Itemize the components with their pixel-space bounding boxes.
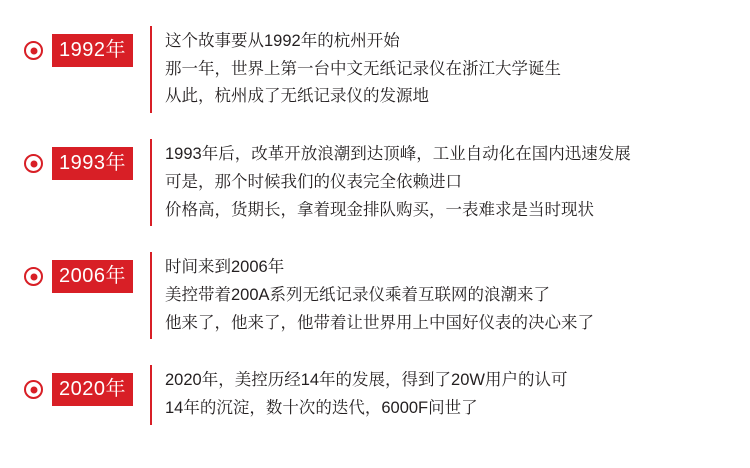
- timeline-text-block: [150, 139, 750, 226]
- timeline-year-group: [0, 252, 150, 293]
- timeline-text-line: 他来了，他来了，他带着让世界用上中国好仪表的决心来了: [165, 313, 594, 332]
- timeline-text-line: 可是，那个时候我们的仪表完全依赖进口: [165, 172, 462, 191]
- year-badge: 1992年: [52, 34, 133, 67]
- year-badge: 2020年: [52, 373, 133, 406]
- timeline-entry: [0, 139, 750, 226]
- year-badge: 1993年: [52, 147, 133, 180]
- timeline-year-group: [0, 365, 150, 406]
- timeline-text-line: 2020年，美控历经14年的发展，得到了20W用户的认可: [165, 371, 568, 390]
- timeline-year-group: [0, 26, 150, 67]
- year-badge: 2006年: [52, 260, 133, 293]
- timeline-entry: [0, 252, 750, 339]
- timeline-text-line: 时间来到2006年: [165, 258, 285, 277]
- bullet-icon: [24, 380, 43, 399]
- bullet-icon: [24, 41, 43, 60]
- timeline-text-line: 美控带着200A系列无纸记录仪乘着互联网的浪潮来了: [165, 286, 551, 305]
- timeline-text-block: [150, 26, 750, 113]
- timeline-text-line: 这个故事要从1992年的杭州开始: [165, 32, 400, 50]
- timeline-text-line: 那一年，世界上第一台中文无纸记录仪在浙江大学诞生: [165, 59, 561, 78]
- timeline-text-line: 从此，杭州成了无纸记录仪的发源地: [165, 87, 429, 106]
- timeline-text-block: [150, 365, 750, 424]
- timeline-text-line: 价格高，货期长，拿着现金排队购买，一表难求是当时现状: [165, 200, 594, 219]
- timeline-entry: [0, 365, 750, 424]
- timeline-year-group: [0, 139, 150, 180]
- timeline-entry: [0, 26, 750, 113]
- bullet-icon: [24, 154, 43, 173]
- timeline-text-block: [150, 252, 750, 339]
- timeline-text-line: 14年的沉淀，数十次的迭代，6000F问世了: [165, 399, 478, 418]
- bullet-icon: [24, 267, 43, 286]
- timeline-text-line: 1993年后，改革开放浪潮到达顶峰，工业自动化在国内迅速发展: [165, 145, 631, 164]
